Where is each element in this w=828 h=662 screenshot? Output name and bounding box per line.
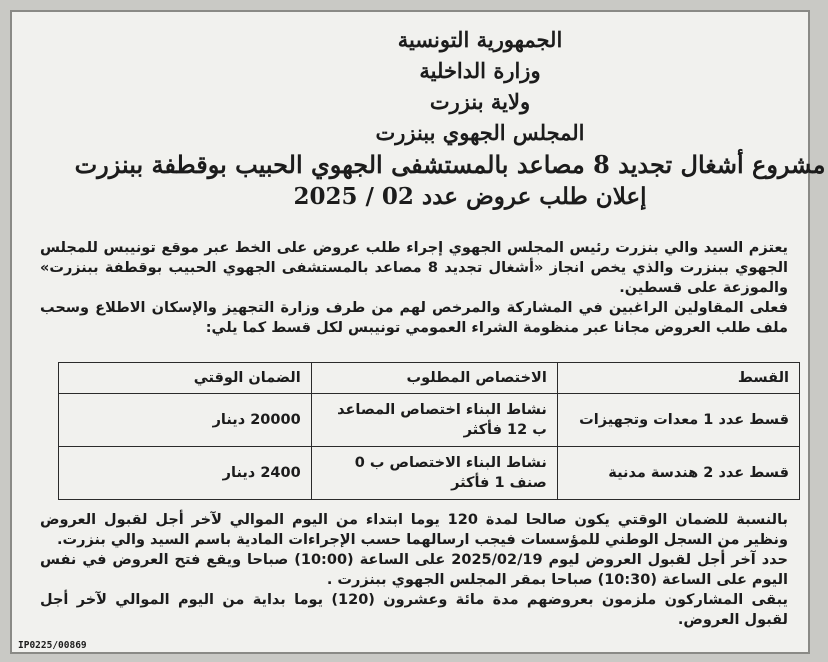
table-header-row (59, 363, 800, 394)
council-title: المجلس الجهوي ببنزرت (375, 120, 585, 145)
intro-text (40, 238, 788, 338)
notice-header (12, 24, 826, 212)
guarantee-cell: 20000 دينار (59, 394, 312, 447)
specialty-cell: نشاط البناء اختصاص المصاعد ب 12 فأكثر (311, 394, 557, 447)
header-specialty: الاختصاص المطلوب (311, 363, 557, 394)
lot-cell: قسط عدد 1 معدات وتجهيزات (557, 394, 799, 447)
conditions-text (40, 510, 788, 630)
notice-document (10, 10, 826, 654)
notice-title: إعلان طلب عروض عدد 02 / 2025 (293, 183, 647, 210)
reference-code: IP0225/00869 (18, 640, 87, 651)
lots-table (58, 362, 800, 500)
guarantee-cell: 2400 دينار (59, 447, 312, 500)
conditions-paragraph: حدد آخر أجل لقبول العروض ليوم 2025/02/19 على الساعة (10:00) صباحا ويقع فتح العروض في نفس اليوم على الساعة (10:30) صباحا بمقر المجلس الجهوي ببنزرت . (40, 552, 788, 588)
ministry-title: وزارة الداخلية (419, 58, 541, 83)
header-guarantee: الضمان الوقتي (59, 363, 312, 394)
project-title: مشروع أشغال تجديد 8 مصاعد بالمستشفى الجهوي الحبيب بوقطفة ببنزرت (74, 150, 826, 179)
intro-paragraph: فعلى المقاولين الراغبين في المشاركة والمرخص لهم من طرف وزارة التجهيز والإسكان الاطلاع وسحب ملف طلب العروض مجانا عبر منظومة الشراء العمومي تونيبس لكل قسط كما يلي: (40, 300, 788, 336)
conditions-paragraph: يبقى المشاركون ملزمون بعروضهم مدة مائة وعشرون (120) يوما بداية من اليوم الموالي لآخر أجل لقبول العروض. (40, 592, 788, 628)
republic-title: الجمهورية التونسية (397, 27, 563, 52)
intro-paragraph: يعتزم السيد والي بنزرت رئيس المجلس الجهوي إجراء طلب عروض على الخط عبر موقع تونيبس للمجلس الجهوي ببنزرت والذي يخص انجاز «أشغال تجديد 8 مصاعد بالمستشفى الجهوي الحبيب بوقطفة ببنزرت» والموزعة على قسطين. (40, 240, 788, 296)
conditions-paragraph: بالنسبة للضمان الوقتي يكون صالحا لمدة 120 يوما ابتداء من اليوم الموالي لآخر أجل لقبول العروض ونظير من السجل الوطني للمؤسسات فيجب ارسالهما حسب الإجراءات المادية باسم السيد والي بنزرت. (40, 512, 788, 548)
table-row (59, 394, 800, 447)
governorate-title: ولاية بنزرت (429, 89, 531, 114)
table-row (59, 447, 800, 500)
lot-cell: قسط عدد 2 هندسة مدنية (557, 447, 799, 500)
header-lot: القسط (557, 363, 799, 394)
specialty-cell: نشاط البناء الاختصاص ب 0 صنف 1 فأكثر (311, 447, 557, 500)
